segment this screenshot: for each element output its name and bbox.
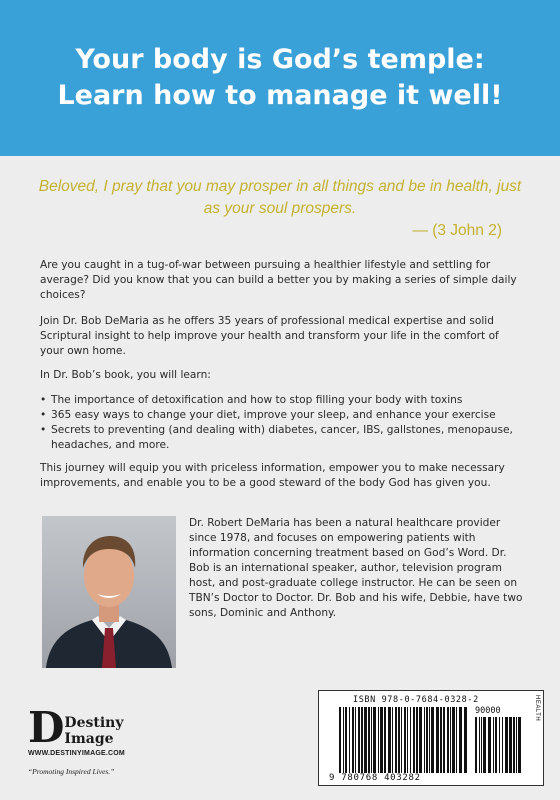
barcode-addon-bars-icon (475, 717, 523, 773)
learn-lead-in: In Dr. Bob’s book, you will learn: (40, 369, 211, 381)
scripture-text: Beloved, I pray that you may prosper in all things and be in health, just as your soul prospers. (38, 178, 522, 217)
publisher-tagline: “Promoting Inspired Lives.” (28, 767, 115, 776)
header-banner (0, 0, 560, 156)
list-item: • Secrets to preventing (and dealing with) diabetes, cancer, IBS, gallstones, menopause, headaches, and more. (40, 423, 520, 453)
intro-paragraph: Are you caught in a tug-of-war between pursuing a healthier lifestyle and settling for average? Did you know that you can build a better you by making a series of simple daily choices? (40, 259, 517, 301)
logo-word-destiny: Destiny (64, 715, 124, 731)
category-label: HEALTH (534, 695, 540, 722)
isbn-label: ISBN 978-0-7684-0328-2 (353, 695, 479, 705)
isbn-barcode (318, 690, 544, 786)
list-item: • The importance of detoxification and how to stop filling your body with toxins (40, 393, 520, 408)
author-portrait-image (42, 516, 176, 668)
scripture-quote (30, 176, 530, 239)
list-item: • 365 easy ways to change your diet, improve your sleep, and enhance your exercise (40, 408, 520, 423)
publisher-logo (28, 703, 140, 776)
learn-list (40, 393, 520, 453)
logo-word-image: Image (64, 731, 114, 747)
scripture-reference: — (3 John 2) (412, 222, 502, 239)
headline-line-2: Learn how to manage it well! (57, 80, 503, 111)
price-code: 90000 (475, 706, 501, 716)
ean-digits: 9 780768 403282 (329, 773, 421, 783)
author-paragraph: Join Dr. Bob DeMaria as he offers 35 years of professional medical expertise and solid Scriptural insight to help improve your health and transform your life in the comfort of your own home. (40, 315, 499, 357)
headline-line-1: Your body is God’s temple: (75, 44, 485, 75)
author-photo (42, 516, 176, 668)
closing-paragraph: This journey will equip you with priceless information, empower you to make necessary improvements, and enable you to be a good steward of the body God has given you. (40, 462, 505, 489)
logo-letter: D (28, 703, 63, 752)
author-bio: Dr. Robert DeMaria has been a natural healthcare provider since 1978, and focuses on empowering patients with information concerning treatment based on God’s Word. Dr. Bob is an international speaker, author, television program host, and post-graduate college instructor. He can be seen on TBN’s Doctor to Doctor. Dr. Bob and his wife, Debbie, have two sons, Dominic and Anthony. (189, 517, 523, 619)
barcode-bars-icon (339, 707, 469, 773)
publisher-url: WWW.DESTINYIMAGE.COM (28, 750, 125, 757)
